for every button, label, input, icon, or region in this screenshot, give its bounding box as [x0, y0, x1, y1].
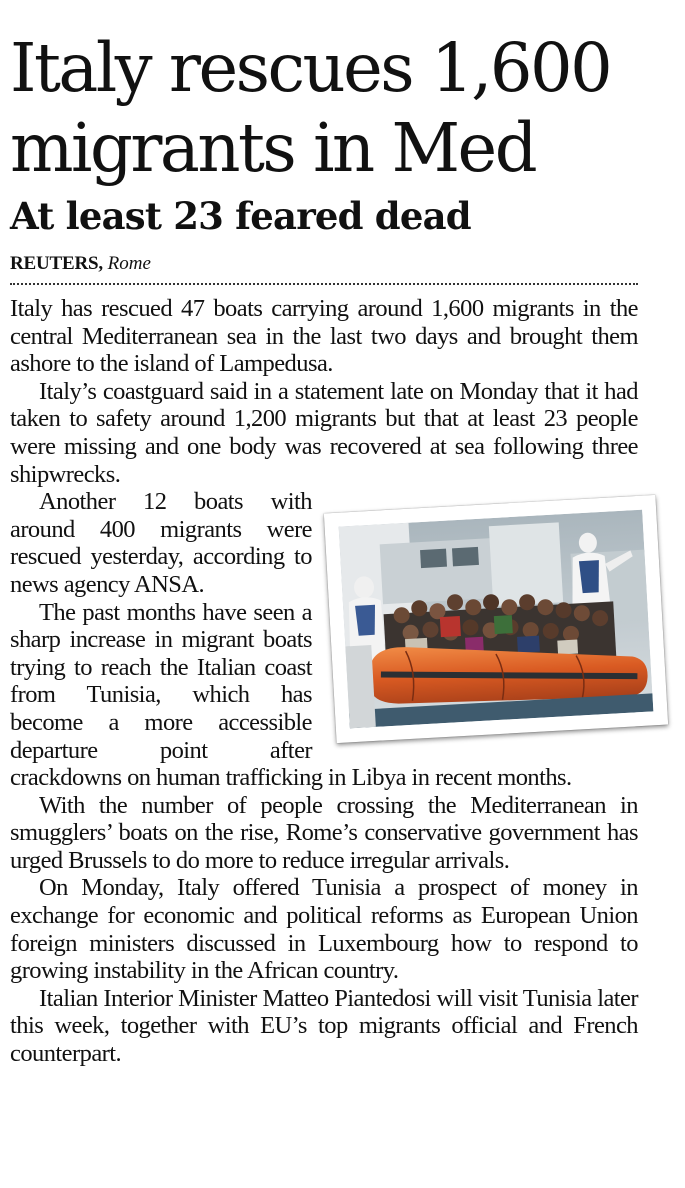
headline-line-1: Italy rescues 1,600: [10, 29, 611, 107]
headline: [10, 0, 638, 188]
article-body: [10, 295, 638, 1068]
paragraph-3: Another 12 boats with around 400 migrants were rescued yesterday, according to news agency ANSA.: [10, 488, 312, 598]
news-article: [10, 0, 638, 1068]
byline-location: Rome: [107, 253, 151, 274]
paragraph-7: Italian Interior Minister Matteo Piantedosi will visit Tunisia later this week, together with EU’s top migrants official and French counterpart.: [10, 984, 638, 1068]
headline-line-2: migrants in Med: [10, 109, 536, 187]
paragraph-1: Italy has rescued 47 boats carrying around 1,600 migrants in the central Mediterranean sea in the last two days and brought them ashore to the island of Lampedusa.: [10, 295, 638, 378]
paragraph-6: On Monday, Italy offered Tunisia a prospect of money in exchange for economic and political reforms as European Union foreign ministers discussed in Luxembourg how to respond to growing instability in the African country.: [10, 874, 638, 985]
byline: [10, 252, 638, 285]
news-photo: [324, 490, 656, 744]
rescue-boat-photo: [339, 510, 654, 729]
paragraph-2: Italy’s coastguard said in a statement late on Monday that it had taken to safety around 1,200 migrants but that at least 23 people were missing and one body was recovered at sea following three shipwrecks.: [10, 377, 638, 488]
paragraph-5: With the number of people crossing the Mediterranean in smugglers’ boats on the rise, Rome’s conservative government has urged Brussels to do more to reduce irregular arrivals.: [10, 791, 638, 874]
byline-agency: REUTERS,: [10, 253, 103, 274]
photo-print: [324, 495, 668, 743]
paragraph-4: The past months have seen a sharp increase in migrant boats trying to reach the Italian coast from Tunisia, which has become a more accessible departure point after crackdowns on human trafficking in Libya in recent months.: [10, 598, 572, 792]
subheadline: At least 23 feared dead: [10, 194, 471, 238]
